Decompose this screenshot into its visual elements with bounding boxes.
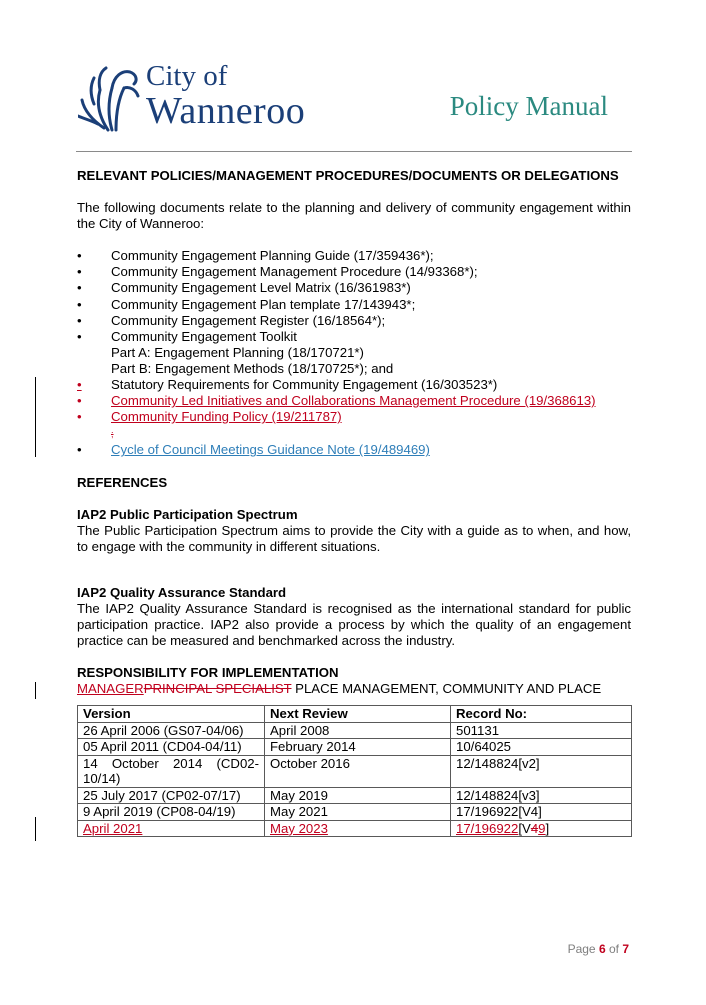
logo-line-wanneroo: Wanneroo <box>146 90 306 132</box>
table-row: 25 July 2017 (CP02-07/17) May 2019 12/148824[v3] <box>78 787 632 804</box>
list-item: • Community Engagement Register (16/18564*); <box>77 312 386 328</box>
relevant-intro-paragraph: The following documents relate to the planning and delivery of community engagement within the City of Wanneroo: <box>77 200 631 232</box>
iap2-standard-title: IAP2 Quality Assurance Standard <box>77 584 287 600</box>
list-item-inserted: • Community Funding Policy (19/211787) <box>77 409 342 425</box>
guidance-note-link[interactable]: Cycle of Council Meetings Guidance Note (19/489469) <box>111 442 430 458</box>
references-heading: REFERENCES <box>77 474 168 490</box>
policy-manual-title: Policy Manual <box>449 91 608 121</box>
table-row: 05 April 2011 (CD04-04/11) February 2014 10/64025 <box>78 739 632 756</box>
table-row-inserted: April 2021 May 2023 17/196922[V49] <box>78 820 632 837</box>
swan-emblem-icon <box>78 64 140 134</box>
iap2-spectrum-title: IAP2 Public Participation Spectrum <box>77 506 298 522</box>
header-divider <box>76 151 632 152</box>
logo-line-city: City of <box>146 60 228 92</box>
table-row: 14 October 2014 (CD02-10/14) October 2016 12/148824[v2] <box>78 755 632 787</box>
iap2-spectrum-paragraph: The Public Participation Spectrum aims to provide the City with a guide as to when, and how, to engage with the community in different situations. <box>77 522 631 554</box>
change-bar <box>35 817 36 841</box>
relevant-documents-list <box>77 248 631 458</box>
city-logo <box>78 60 328 136</box>
list-item-statutory: • Statutory Requirements for Community Engagement (16/303523*) <box>77 377 498 393</box>
responsibility-section <box>77 665 631 697</box>
responsibility-heading: RESPONSIBILITY FOR IMPLEMENTATION <box>77 665 339 681</box>
list-item-link: • Cycle of Council Meetings Guidance Note (19/489469) <box>77 442 430 458</box>
list-item: • Community Engagement Level Matrix (16/361983*) <box>77 280 411 296</box>
column-header: Next Review <box>265 706 451 723</box>
column-header: Record No: <box>451 706 632 723</box>
change-bar <box>35 682 36 699</box>
toolkit-part-b: Part B: Engagement Methods (18/170725*); and <box>111 360 394 376</box>
deleted-mark-row: ; <box>111 429 114 440</box>
list-item: • Community Engagement Planning Guide (17/359436*); <box>77 248 434 264</box>
list-item: • Community Engagement Toolkit <box>77 328 297 344</box>
document-body <box>77 168 631 837</box>
responsibility-line: MANAGERPRINCIPAL SPECIALIST PLACE MANAGEMENT, COMMUNITY AND PLACE <box>77 681 602 697</box>
table-row: 9 April 2019 (CP08-04/19) May 2021 17/196922[V4] <box>78 804 632 821</box>
version-table-wrapper <box>77 705 631 837</box>
table-row: 26 April 2006 (GS07-04/06) April 2008 501131 <box>78 722 632 739</box>
relevant-policies-heading: RELEVANT POLICIES/MANAGEMENT PROCEDURES/DOCUMENTS OR DELEGATIONS <box>77 168 619 183</box>
iap2-standard-paragraph: The IAP2 Quality Assurance Standard is recognised as the international standard for public participation practice. IAP2 also provide a process by which the quality of an engagement practice can be measured and benchmarked across the industry. <box>77 600 631 649</box>
list-item: • Community Engagement Plan template 17/143943*; <box>77 296 416 312</box>
version-history-table <box>77 705 632 837</box>
toolkit-part-a: Part A: Engagement Planning (18/170721*) <box>111 344 364 360</box>
table-header-row <box>78 706 632 723</box>
list-item: • Community Engagement Management Procedure (14/93368*); <box>77 264 478 280</box>
page-number: Page 6 of 7 <box>567 942 629 956</box>
list-item-inserted: • Community Led Initiatives and Collaborations Management Procedure (19/368613) <box>77 393 596 409</box>
change-bar <box>35 377 36 457</box>
column-header: Version <box>78 706 265 723</box>
